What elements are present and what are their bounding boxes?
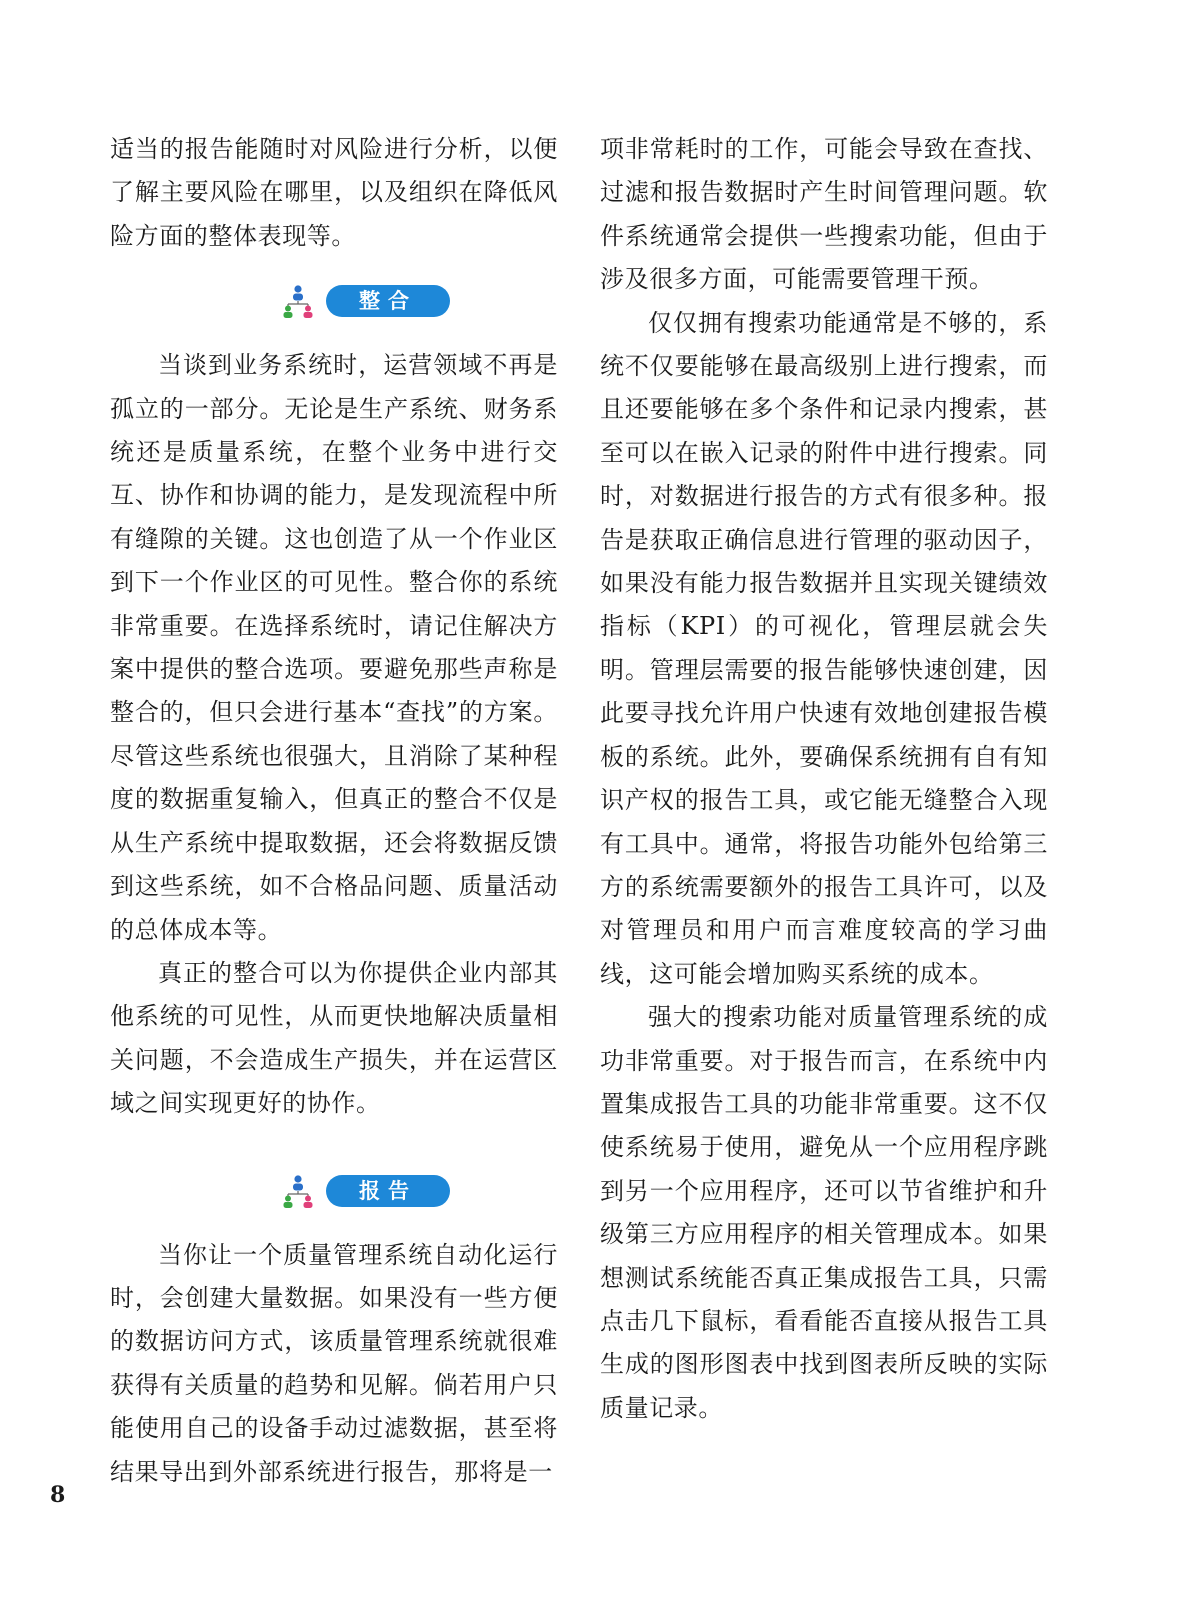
paragraph: 真正的整合可以为你提供企业内部其他系统的可见性，从而更快地解决质量相关问题，不会造成生产损失，并在运营区域之间实现更好的协作。	[110, 958, 558, 1118]
paragraph: 适当的报告能随时对风险进行分析，以便了解主要风险在哪里，以及组织在降低风险方面的整体表现等。	[110, 135, 558, 250]
paragraph: 强大的搜索功能对质量管理系统的成功非常重要。对于报告而言，在系统中内置集成报告工具的功能非常重要。这不仅使系统易于使用，避免从一个应用程序跳到另一个应用程序，还可以节省维护和升级第三方应用程序的相关管理成本。如果想测试系统能否真正集成报告工具，只需点击几下鼠标，看看能否直接从报告工具生成的图形图表中找到图表所反映的实际质量记录。	[600, 1003, 1048, 1422]
right-column	[600, 128, 1048, 1430]
paragraph: 当谈到业务系统时，运营领域不再是孤立的一部分。无论是生产系统、财务系统还是质量系统，在整个业务中进行交互、协作和协调的能力，是发现流程中所有缝隙的关键。这也创造了从一个作业区到下一个作业区的可见性。整合你的系统非常重要。在选择系统时，请记住解决方案中提供的整合选项。要避免那些声称是整合的，但只会进行基本“查找”的方案。尽管这些系统也很强大，且消除了某种程度的数据重复输入，但真正的整合不仅是从生产系统中提取数据，还会将数据反馈到这些系统，如不合格品问题、质量活动的总体成本等。	[110, 351, 558, 944]
section-title: 整合	[326, 285, 450, 317]
paragraph: 当你让一个质量管理系统自动化运行时，会创建大量数据。如果没有一些方便的数据访问方式，该质量管理系统就很难获得有关质量的趋势和见解。倘若用户只能使用自己的设备手动过滤数据，甚至将结果导出到外部系统进行报告，那将是一	[110, 1240, 558, 1486]
team-hierarchy-icon	[280, 1174, 316, 1208]
section-title: 报告	[326, 1175, 450, 1207]
team-hierarchy-icon	[280, 284, 316, 318]
paragraph: 仅仅拥有搜索功能通常是不够的，系统不仅要能够在最高级别上进行搜索，而且还要能够在多个条件和记录内搜索，甚至可以在嵌入记录的附件中进行搜索。同时，对数据进行报告的方式有很多种。报告是获取正确信息进行管理的驱动因子，如果没有能力报告数据并且实现关键绩效指标（KPI）的可视化，管理层就会失明。管理层需要的报告能够快速创建，因此要寻找允许用户快速有效地创建报告模板的系统。此外，要确保系统拥有自有知识产权的报告工具，或它能无缝整合入现有工具中。通常，将报告功能外包给第三方的系统需要额外的报告工具许可，以及对管理员和用户而言难度较高的学习曲线，这可能会增加购买系统的成本。	[600, 308, 1048, 988]
section-heading-reporting	[110, 1148, 558, 1234]
section-heading-integration	[110, 258, 558, 344]
left-column	[110, 128, 558, 1494]
paragraph: 项非常耗时的工作，可能会导致在查找、过滤和报告数据时产生时间管理问题。软件系统通常会提供一些搜索功能，但由于涉及很多方面，可能需要管理干预。	[600, 135, 1048, 294]
page-number: 8	[50, 1482, 66, 1508]
